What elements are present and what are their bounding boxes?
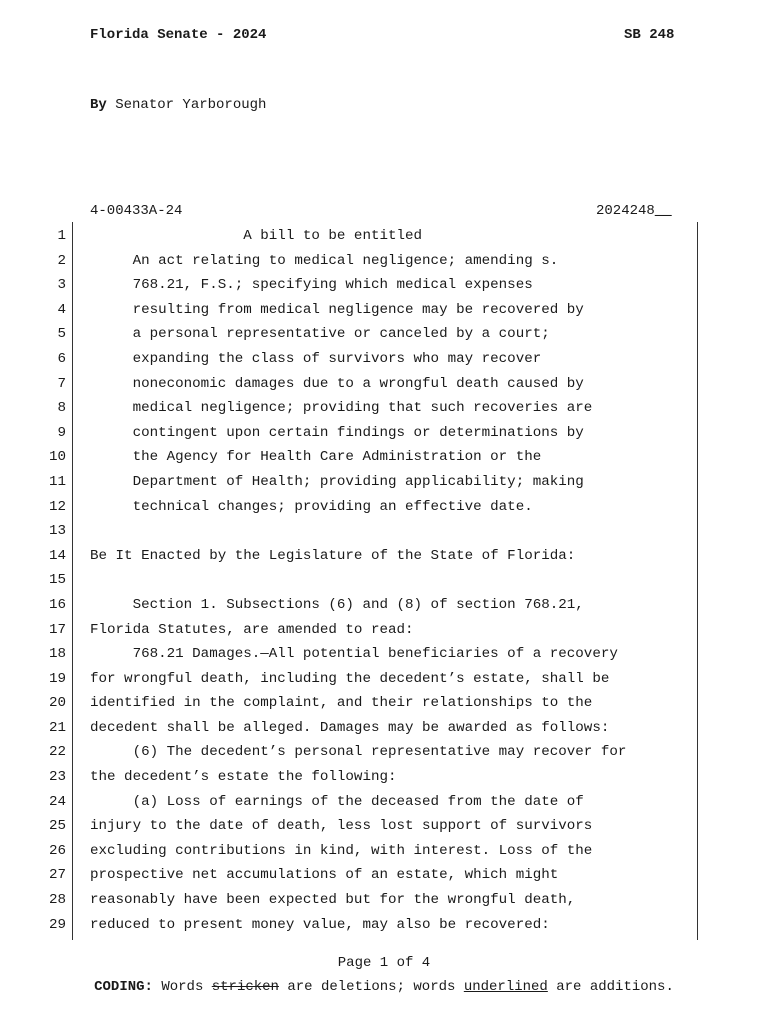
line-number: 11 [48, 473, 66, 490]
line-number: 12 [48, 498, 66, 515]
line-text: An act relating to medical negligence; amending s. [90, 252, 559, 269]
bill-line [0, 816, 768, 841]
bill-line [0, 546, 768, 571]
line-number: 28 [48, 892, 66, 909]
bill-line [0, 521, 768, 546]
line-number: 2 [57, 252, 66, 269]
line-number: 7 [57, 375, 66, 392]
line-text: injury to the date of death, less lost support of survivors [90, 818, 593, 835]
bill-line [0, 398, 768, 423]
line-text: 768.21 Damages.—All potential beneficiaries of a recovery [90, 646, 618, 663]
coding-end: are additions. [547, 979, 674, 995]
bill-line [0, 324, 768, 349]
line-text: reasonably have been expected but for the wrongful death, [90, 892, 576, 909]
line-text: prospective net accumulations of an estate, which might [90, 867, 559, 884]
line-text: expanding the class of survivors who may recover [90, 350, 542, 367]
bill-line [0, 472, 768, 497]
coding-underlined-example: underlined [463, 979, 548, 995]
line-number: 22 [48, 744, 66, 761]
line-number: 27 [48, 867, 66, 884]
line-number: 15 [48, 572, 66, 589]
line-text: identified in the complaint, and their relationships to the [90, 695, 593, 712]
line-number: 14 [48, 547, 66, 564]
line-number: 3 [57, 277, 66, 294]
line-text: reduced to present money value, may also be recovered: [90, 916, 550, 933]
bill-line [0, 767, 768, 792]
line-text: Florida Statutes, are amended to read: [90, 621, 414, 638]
bill-line [0, 447, 768, 472]
bill-code-number: 2024248 [596, 203, 655, 219]
line-text: decedent shall be alleged. Damages may be awarded as follows: [90, 719, 610, 736]
sponsor-prefix: By [90, 97, 107, 113]
bill-line [0, 644, 768, 669]
bill-text-body [0, 226, 768, 939]
bill-line [0, 300, 768, 325]
bill-code [596, 203, 672, 219]
line-text: (6) The decedent’s personal representative may recover for [90, 744, 627, 761]
bill-line [0, 915, 768, 940]
line-text: a personal representative or canceled by a court; [90, 326, 550, 343]
line-text: Be It Enacted by the Legislature of the State of Florida: [90, 547, 576, 564]
line-number: 5 [57, 326, 66, 343]
coding-legend [0, 979, 768, 995]
coding-stricken-example: stricken [211, 979, 279, 995]
coding-mid: are deletions; words [278, 979, 464, 995]
line-text: (a) Loss of earnings of the deceased from the date of [90, 793, 584, 810]
bill-line [0, 792, 768, 817]
line-number: 20 [48, 695, 66, 712]
line-number: 8 [57, 400, 66, 417]
line-text: the Agency for Health Care Administration or the [90, 449, 542, 466]
bill-line [0, 669, 768, 694]
bill-line [0, 742, 768, 767]
document-id: 4-00433A-24 [90, 203, 183, 219]
line-text: the decedent’s estate the following: [90, 769, 397, 786]
line-text: A bill to be entitled [90, 228, 423, 244]
line-number: 26 [48, 842, 66, 859]
bill-line [0, 423, 768, 448]
bill-line [0, 349, 768, 374]
sponsor-line [90, 97, 266, 113]
line-number: 6 [57, 350, 66, 367]
line-text: excluding contributions in kind, with interest. Loss of the [90, 842, 593, 859]
line-number: 1 [57, 228, 66, 244]
bill-line [0, 841, 768, 866]
line-text: contingent upon certain findings or determinations by [90, 424, 584, 441]
line-number: 9 [57, 424, 66, 441]
coding-label: CODING: [94, 979, 153, 995]
line-text: for wrongful death, including the decedent’s estate, shall be [90, 670, 610, 687]
line-text: technical changes; providing an effective date. [90, 498, 533, 515]
line-number: 21 [48, 719, 66, 736]
line-text: 768.21, F.S.; specifying which medical expenses [90, 277, 533, 294]
line-text: resulting from medical negligence may be recovered by [90, 301, 584, 318]
bill-line [0, 595, 768, 620]
line-text: noneconomic damages due to a wrongful death caused by [90, 375, 584, 392]
bill-line [0, 226, 768, 251]
page-number: Page 1 of 4 [337, 955, 431, 971]
line-text: Department of Health; providing applicability; making [90, 473, 584, 490]
line-number: 10 [48, 449, 66, 466]
line-number: 16 [48, 596, 66, 613]
line-number: 29 [48, 916, 66, 933]
line-number: 24 [48, 793, 66, 810]
bill-line [0, 275, 768, 300]
line-number: 19 [48, 670, 66, 687]
line-number: 18 [48, 646, 66, 663]
bill-line [0, 251, 768, 276]
line-number: 17 [48, 621, 66, 638]
line-number: 23 [48, 769, 66, 786]
bill-line [0, 497, 768, 522]
bill-line [0, 570, 768, 595]
line-number: 4 [57, 301, 66, 318]
bill-line [0, 890, 768, 915]
chamber-year-header: Florida Senate - 2024 [90, 27, 267, 43]
bill-line [0, 374, 768, 399]
bill-line [0, 865, 768, 890]
line-number: 13 [48, 523, 66, 540]
bill-line [0, 693, 768, 718]
coding-words: Words [152, 979, 212, 995]
line-number: 25 [48, 818, 66, 835]
bill-line [0, 718, 768, 743]
sponsor-name: Senator Yarborough [115, 97, 267, 113]
line-text: Section 1. Subsections (6) and (8) of section 768.21, [90, 596, 584, 613]
bill-line [0, 620, 768, 645]
line-text: medical negligence; providing that such recoveries are [90, 400, 593, 417]
bill-code-suffix: __ [654, 203, 672, 219]
bill-number-header: SB 248 [624, 27, 675, 43]
